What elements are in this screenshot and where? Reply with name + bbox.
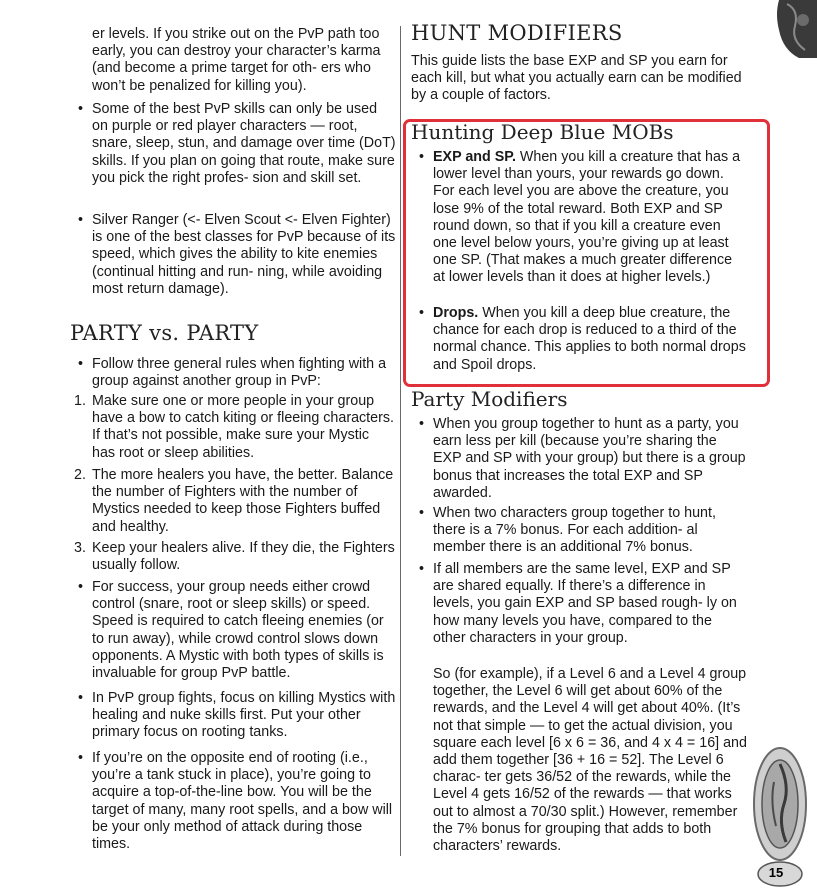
- list-item: • If you’re on the opposite end of rooting (i.e., you’re a tank stuck in place), you’re going to acquire a top-of-the-line bow. You will be the target of many, many root spells, and a bow will be your only method of attack during those times.: [78, 750, 393, 853]
- bullet-icon: •: [78, 101, 84, 117]
- list-item: • For success, your group needs either crowd control (snare, root or sleep skills) or speed. Speed is required to catch fleeing enemies (or to run away), while crowd control slows down opponents. A Mystic with both types of skills is invaluable for group PvP battle.: [78, 579, 384, 682]
- hunt-modifiers-heading: HUNT MODIFIERS: [411, 21, 623, 45]
- party-vs-party-heading: PARTY vs. PARTY: [70, 321, 259, 345]
- numbered-item: 1. Make sure one or more people in your group have a bow to catch kiting or fleeing characters. If that’s not possible, make sure your Mystic has root or sleep abilities.: [74, 393, 394, 461]
- list-item: • EXP and SP. When you kill a creature that has a lower level than yours, your rewards go down. For each level you are above the creature, you lose 9% of the total reward. Both EXP and SP round down, so that if you kill a creature even one level below yours, you’re giving up at least one SP. (That makes a much greater difference at lower levels than it does at higher levels.): [419, 149, 741, 286]
- bullet-icon: •: [78, 690, 84, 706]
- bullet-icon: •: [78, 212, 84, 228]
- list-item: • When two characters group together to hunt, there is a 7% bonus. For each addition- al member there is an additional 7% bonus.: [419, 505, 716, 556]
- bullet-icon: •: [419, 505, 425, 521]
- deep-blue-heading: Hunting Deep Blue MOBs: [411, 120, 674, 144]
- list-item: • If all members are the same level, EXP and SP are shared equally. If there’s a difference in levels, you gain EXP and SP based rough- ly on how many levels you have, compared to the other characters in your group.: [419, 561, 737, 646]
- page-number: 15: [768, 865, 784, 880]
- example-paragraph: So (for example), if a Level 6 and a Level 4 group together, the Level 6 will get about 60% of the rewards, and the Level 4 will get about 40%. (It’s not that simple — to get the actual division, you square each level [6 x 6 = 36, and 4 x 4 = 16] and add them together [36 + 16 = 52]. The Level 6 charac- ter gets 36/52 of the rewards, while the Level 4 gets 16/52 of the rewards — that works out to almost a 70/30 split.) However, remember the 7% bonus for grouping that adds to both characters’ rewards.: [433, 666, 747, 855]
- hunt-intro-paragraph: This guide lists the base EXP and SP you earn for each kill, but what you actually earn can be modified by a couple of factors.: [411, 53, 742, 104]
- bullet-icon: •: [419, 416, 425, 432]
- exp-label: EXP and SP.: [433, 149, 516, 165]
- list-item: • Drops. When you kill a deep blue creature, the chance for each drop is reduced to a third of the normal chance. This applies to both normal drops and Spoil drops.: [419, 305, 746, 373]
- column-divider: [400, 26, 401, 856]
- list-item: • In PvP group fights, focus on killing Mystics with healing and nuke skills first. Put your other primary focus on rooting tanks.: [78, 690, 396, 741]
- party-modifiers-heading: Party Modifiers: [411, 387, 568, 411]
- numbered-item: 2. The more healers you have, the better. Balance the number of Fighters with the number of Mystics needed to keep those Fighters buffed and healthy.: [74, 467, 394, 535]
- list-item: • Follow three general rules when fighting with a group against another group in PvP:: [78, 356, 387, 390]
- bullet-icon: •: [78, 579, 84, 595]
- bullet-icon: •: [78, 356, 84, 372]
- bullet-icon: •: [78, 750, 84, 766]
- bullet-icon: •: [419, 149, 425, 165]
- drops-label: Drops.: [433, 305, 479, 321]
- bullet-icon: •: [419, 305, 425, 321]
- list-item: • When you group together to hunt as a party, you earn less per kill (because you’re sharing the EXP and SP with your group) but there is a group bonus that increases the total EXP and SP awarded.: [419, 416, 746, 501]
- intro-paragraph: er levels. If you strike out on the PvP path too early, you can destroy your character’s karma (and become a prime target for oth- ers who won’t be penalized for killing you).: [92, 26, 381, 94]
- list-item: • Silver Ranger (<- Elven Scout <- Elven Fighter) is one of the best classes for PvP because of its speed, which gives the ability to kite enemies (continual hitting and run- ning, while avoiding most return damage).: [78, 212, 396, 297]
- list-item: • Some of the best PvP skills can only be used on purple or red player characters — root, snare, sleep, stun, and damage over time (DoT) skills. If you plan on going that route, make sure you pick the right profes- sion and skill set.: [78, 101, 396, 186]
- numbered-item: 3. Keep your healers alive. If they die, the Fighters usually follow.: [74, 540, 395, 574]
- corner-ornament-image: [769, 0, 817, 58]
- bullet-icon: •: [419, 561, 425, 577]
